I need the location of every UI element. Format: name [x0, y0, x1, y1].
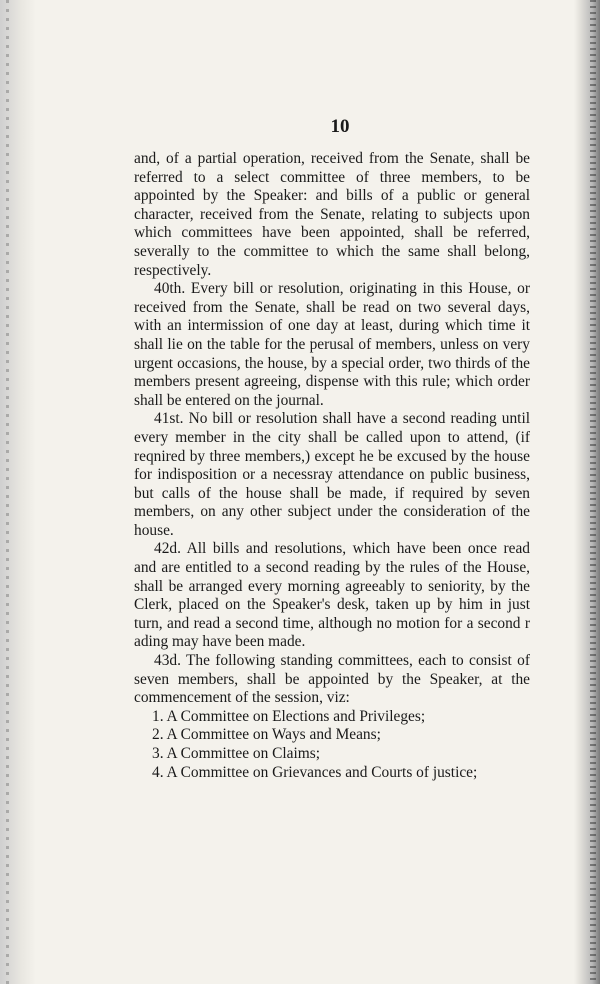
scan-left-margin	[0, 0, 36, 984]
paragraph-continuation: and, of a partial operation, received from the Senate, shall be referred to a select committee of three members, to be appointed by the Speaker: and bills of a public or general character, received from the Senate, relating to subjects upon which committees have been appointed, shall be referred, severally to the committee to which the same shall belong, respectively.	[134, 150, 530, 279]
committee-list-item: 3. A Committee on Claims;	[152, 745, 321, 762]
page-body	[134, 150, 530, 782]
committee-list-item: 4. A Committee on Grievances and Courts of justice;	[152, 763, 478, 781]
paragraph-rule-42: 42d. All bills and resolutions, which have been once read and are entitled to a second reading by the rules of the House, shall be arranged every morning agreeably to seniority, by the Clerk, placed on the Speaker's desk, taken up by him in just turn, and read a second time, although no motion for a second r ading may have been made.	[134, 540, 530, 651]
committee-list-item: 2. A Committee on Ways and Means;	[152, 726, 381, 744]
paragraph-rule-43: 43d. The following standing committees, each to consist of seven members, shall be appointed by the Speaker, at the commencement of the session, viz:	[134, 652, 530, 707]
paragraph-rule-40: 40th. Every bill or resolution, originating in this House, or received from the Senate, shall be read on two several days, with an intermission of one day at least, during which time it shall lie on the table for the perusal of members, unless on very urgent occasions, the house, by a special order, two thirds of the members present agreeing, dispense with this rule; which order shall be entered on the journal.	[134, 280, 530, 409]
paragraph-rule-41: 41st. No bill or resolution shall have a second reading until every member in the city shall be called upon to attend, (if reqnired by three members,) except he be excused by the house for indisposition or a necessray attendance on public business, but calls of the house shall be made, if required by seven members, on any other subject under the consideration of the house.	[134, 410, 530, 539]
page-number: 10	[330, 116, 350, 137]
committee-list-item: 1. A Committee on Elections and Privileges;	[152, 707, 426, 725]
scan-right-binding-edge	[574, 0, 600, 984]
